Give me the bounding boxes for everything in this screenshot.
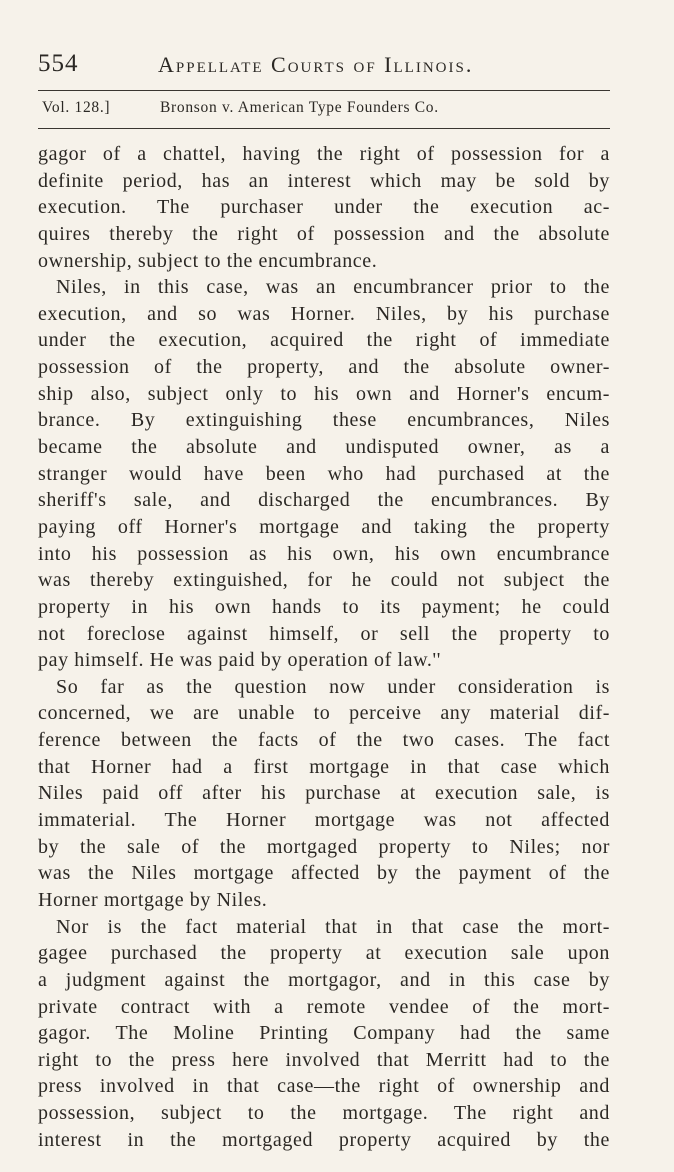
text-line: Horner mortgage by Niles. xyxy=(38,888,268,911)
text-line: definite period, has an interest which may be sold by xyxy=(38,169,610,192)
case-title: Bronson v. American Type Founders Co. xyxy=(160,99,439,116)
text-line: So far as the question now under consideration is xyxy=(56,675,610,698)
text-line: by the sale of the mortgaged property to Niles; nor xyxy=(38,835,610,858)
text-line: into his possession as his own, his own encumbrance xyxy=(38,542,610,565)
text-line: paying off Horner's mortgage and taking the property xyxy=(38,515,610,538)
header-rule xyxy=(38,90,610,91)
text-line: right to the press here involved that Merritt had to the xyxy=(38,1048,610,1071)
text-line: gagor. The Moline Printing Company had the same xyxy=(38,1022,610,1045)
text-line: possession, subject to the mortgage. The right and xyxy=(38,1102,610,1125)
text-line: immaterial. The Horner mortgage was not affected xyxy=(38,809,610,832)
text-line: property in his own hands to its payment; he could xyxy=(38,595,610,618)
body-text xyxy=(38,141,610,1153)
text-line: ference between the facts of the two cases. The fact xyxy=(38,729,610,752)
text-line: Niles, in this case, was an encumbrancer prior to the xyxy=(56,276,610,299)
text-line: stranger would have been who had purchased at the xyxy=(38,462,610,485)
text-line: brance. By extinguishing these encumbrances, Niles xyxy=(38,409,610,432)
text-line: pay himself. He was paid by operation of law.'' xyxy=(38,649,441,672)
text-line: gagee purchased the property at execution sale upon xyxy=(38,942,610,965)
page-header xyxy=(38,50,638,84)
volume-reference: Vol. 128.] xyxy=(42,99,111,116)
text-line: execution. The purchaser under the execution ac- xyxy=(38,196,610,219)
text-line: Nor is the fact material that in that case the mort- xyxy=(56,915,610,938)
text-line: execution, and so was Horner. Niles, by his purchase xyxy=(38,302,610,325)
text-line: not foreclose against himself, or sell the property to xyxy=(38,622,610,645)
text-line: press involved in that case—the right of ownership and xyxy=(38,1075,610,1098)
text-line: ship also, subject only to his own and Horner's encum- xyxy=(38,382,610,405)
text-line: quires thereby the right of possession and the absolute xyxy=(38,222,610,245)
text-line: interest in the mortgaged property acquired by the xyxy=(38,1128,610,1151)
text-line: ownership, subject to the encumbrance. xyxy=(38,249,378,272)
text-line: under the execution, acquired the right of immediate xyxy=(38,329,610,352)
text-line: possession of the property, and the absolute owner- xyxy=(38,356,610,379)
text-line: sheriff's sale, and discharged the encumbrances. By xyxy=(38,489,610,512)
text-line: private contract with a remote vendee of the mort- xyxy=(38,995,610,1018)
text-line: gagor of a chattel, having the right of possession for a xyxy=(38,143,610,165)
page-number: 554 xyxy=(38,50,79,77)
subhead-rule xyxy=(38,128,610,129)
running-head: Appellate Courts of Illinois. xyxy=(158,52,474,77)
text-line: a judgment against the mortgagor, and in this case by xyxy=(38,968,610,991)
text-line: concerned, we are unable to perceive any material dif- xyxy=(38,702,610,725)
text-line: Niles paid off after his purchase at execution sale, is xyxy=(38,782,610,805)
text-line: became the absolute and undisputed owner, as a xyxy=(38,436,610,459)
text-line: was thereby extinguished, for he could not subject the xyxy=(38,569,610,592)
text-line: was the Niles mortgage affected by the payment of the xyxy=(38,862,610,885)
text-line: that Horner had a first mortgage in that case which xyxy=(38,755,610,778)
